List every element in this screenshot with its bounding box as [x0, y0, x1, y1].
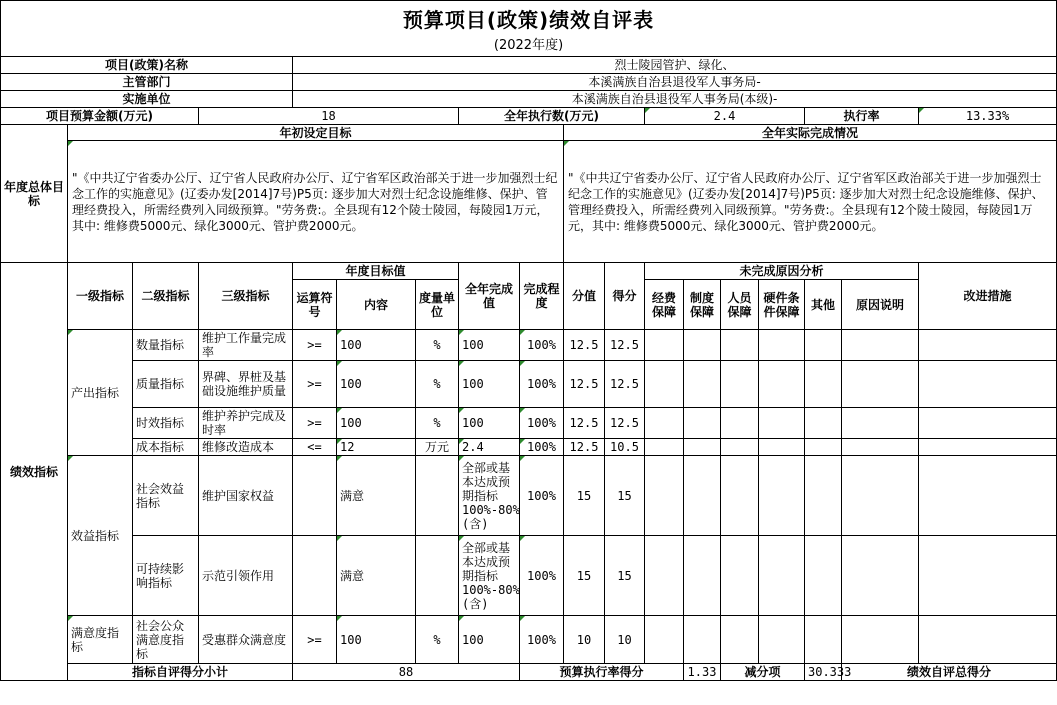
- total-label: 绩效自评总得分: [842, 664, 1057, 681]
- row-l3: 维护养护完成及时率: [199, 408, 293, 439]
- table-row: [1, 408, 1057, 439]
- row-got: 10: [605, 616, 645, 664]
- row-l3: 维修改造成本: [199, 439, 293, 456]
- exec-label: 全年执行数(万元): [459, 108, 645, 125]
- col-reason-other: 其他: [805, 280, 842, 330]
- row-got: 12.5: [605, 361, 645, 408]
- row-op: >=: [293, 330, 337, 361]
- row-unit: %: [416, 330, 459, 361]
- table-row: [1, 439, 1057, 456]
- row-actual: 全部或基本达成预期指标100%-80%(含): [459, 536, 520, 616]
- budget-label: 项目预算金额(万元): [1, 108, 199, 125]
- row-unit: %: [416, 616, 459, 664]
- col-improve: 改进措施: [919, 263, 1057, 330]
- row-score: 12.5: [564, 439, 605, 456]
- row-op: >=: [293, 616, 337, 664]
- col-content: 内容: [337, 280, 416, 330]
- subtotal-value: 88: [293, 664, 520, 681]
- row-l3: 示范引领作用: [199, 536, 293, 616]
- row-op: >=: [293, 408, 337, 439]
- budget-score-label: 预算执行率得分: [520, 664, 684, 681]
- row-actual: 全部或基本达成预期指标100%-80%(含): [459, 456, 520, 536]
- col-level3: 三级指标: [199, 263, 293, 330]
- actual-result-text: "《中共辽宁省委办公厅、辽宁省人民政府办公厅、辽宁省军区政治部关于进一步加强烈士纪念工作的实施意见》(辽委办发[2014]7号)P5页: 逐步加大对烈士纪念设施维修、保护、管理经费投入，所需经费列入同级预算。"劳务费:。全县现有12个陵士陵园，每陵园1万元，其中: 维修费5000元、绿化3000元、管护费2000元。: [564, 141, 1057, 263]
- row-l3: 受惠群众满意度: [199, 616, 293, 664]
- group-satisfaction: 满意度指标: [68, 616, 133, 664]
- dept-label: 主管部门: [1, 74, 293, 91]
- col-degree: 完成程度: [520, 263, 564, 330]
- row-degree: 100%: [520, 616, 564, 664]
- row-unit: [416, 536, 459, 616]
- col-got: 得分: [605, 263, 645, 330]
- table-row: [1, 536, 1057, 616]
- rate-value: 13.33%: [919, 108, 1057, 125]
- row-score: 15: [564, 456, 605, 536]
- table-row: [1, 456, 1057, 536]
- col-reason-fund: 经费保障: [645, 280, 684, 330]
- col-actual: 全年完成值: [459, 263, 520, 330]
- row-got: 15: [605, 456, 645, 536]
- row-degree: 100%: [520, 330, 564, 361]
- project-name-label: 项目(政策)名称: [1, 57, 293, 74]
- row-l3: 维护工作量完成率: [199, 330, 293, 361]
- row-got: 15: [605, 536, 645, 616]
- row-score: 12.5: [564, 361, 605, 408]
- row-l3: 维护国家权益: [199, 456, 293, 536]
- row-actual: 100: [459, 616, 520, 664]
- budget-score-value: 1.33: [684, 664, 721, 681]
- col-operator: 运算符号: [293, 280, 337, 330]
- row-content: 100: [337, 616, 416, 664]
- rate-label: 执行率: [805, 108, 919, 125]
- row-l2: 数量指标: [133, 330, 199, 361]
- report-year: (2022年度): [1, 37, 1057, 57]
- row-degree: 100%: [520, 361, 564, 408]
- row-unit: [416, 456, 459, 536]
- row-degree: 100%: [520, 408, 564, 439]
- row-l2: 成本指标: [133, 439, 199, 456]
- row-actual: 100: [459, 330, 520, 361]
- col-reason-hw: 硬件条件保障: [759, 280, 805, 330]
- table-row: [1, 330, 1057, 361]
- row-op: [293, 456, 337, 536]
- row-actual: 100: [459, 361, 520, 408]
- row-content: 100: [337, 361, 416, 408]
- row-op: <=: [293, 439, 337, 456]
- budget-value: 18: [199, 108, 459, 125]
- table-row: [1, 616, 1057, 664]
- row-l2: 社会公众满意度指标: [133, 616, 199, 664]
- row-content: 满意: [337, 456, 416, 536]
- col-level1: 一级指标: [68, 263, 133, 330]
- row-content: 100: [337, 408, 416, 439]
- row-unit: %: [416, 408, 459, 439]
- row-op: [293, 536, 337, 616]
- deduct-label: 减分项: [721, 664, 805, 681]
- impl-label: 实施单位: [1, 91, 293, 108]
- row-degree: 100%: [520, 536, 564, 616]
- row-score: 10: [564, 616, 605, 664]
- goals-label: 年度总体目标: [1, 125, 68, 263]
- exec-value: 2.4: [645, 108, 805, 125]
- target-group-header: 年度目标值: [293, 263, 459, 280]
- col-level2: 二级指标: [133, 263, 199, 330]
- page-title: 预算项目(政策)绩效自评表: [1, 1, 1057, 37]
- deduct-value: 30.333: [805, 664, 842, 681]
- reason-group-header: 未完成原因分析: [645, 263, 919, 280]
- row-unit: 万元: [416, 439, 459, 456]
- col-reason-staff: 人员保障: [721, 280, 759, 330]
- col-unit: 度量单位: [416, 280, 459, 330]
- table-row: [1, 361, 1057, 408]
- row-l2: 时效指标: [133, 408, 199, 439]
- impl-value: 本溪满族自治县退役军人事务局(本级)-: [293, 91, 1057, 108]
- col-score: 分值: [564, 263, 605, 330]
- group-benefit: 效益指标: [68, 456, 133, 616]
- project-name-value: 烈士陵园管护、绿化、: [293, 57, 1057, 74]
- actual-result-header: 全年实际完成情况: [564, 125, 1057, 141]
- row-score: 15: [564, 536, 605, 616]
- perf-label: 绩效指标: [1, 263, 68, 681]
- initial-goal-header: 年初设定目标: [68, 125, 564, 141]
- row-score: 12.5: [564, 330, 605, 361]
- row-got: 12.5: [605, 330, 645, 361]
- row-degree: 100%: [520, 456, 564, 536]
- row-content: 满意: [337, 536, 416, 616]
- row-actual: 100: [459, 408, 520, 439]
- row-degree: 100%: [520, 439, 564, 456]
- row-score: 12.5: [564, 408, 605, 439]
- row-content: 100: [337, 330, 416, 361]
- col-reason-system: 制度保障: [684, 280, 721, 330]
- col-reason-note: 原因说明: [842, 280, 919, 330]
- row-l2: 可持续影响指标: [133, 536, 199, 616]
- subtotal-label: 指标自评得分小计: [68, 664, 293, 681]
- group-output: 产出指标: [68, 330, 133, 456]
- initial-goal-text: "《中共辽宁省委办公厅、辽宁省人民政府办公厅、辽宁省军区政治部关于进一步加强烈士纪念工作的实施意见》(辽委办发[2014]7号)P5页: 逐步加大对烈士纪念设施维修、保护、管理经费投入，所需经费列入同级预算。"劳务费:。全县现有12个陵士陵园，每陵园1万元，其中: 维修费5000元、绿化3000元、管护费2000元。: [68, 141, 564, 263]
- row-l3: 界碑、界桩及基础设施维护质量: [199, 361, 293, 408]
- row-got: 10.5: [605, 439, 645, 456]
- row-op: >=: [293, 361, 337, 408]
- row-l2: 社会效益指标: [133, 456, 199, 536]
- dept-value: 本溪满族自治县退役军人事务局-: [293, 74, 1057, 91]
- row-unit: %: [416, 361, 459, 408]
- row-content: 12: [337, 439, 416, 456]
- row-actual: 2.4: [459, 439, 520, 456]
- row-l2: 质量指标: [133, 361, 199, 408]
- row-got: 12.5: [605, 408, 645, 439]
